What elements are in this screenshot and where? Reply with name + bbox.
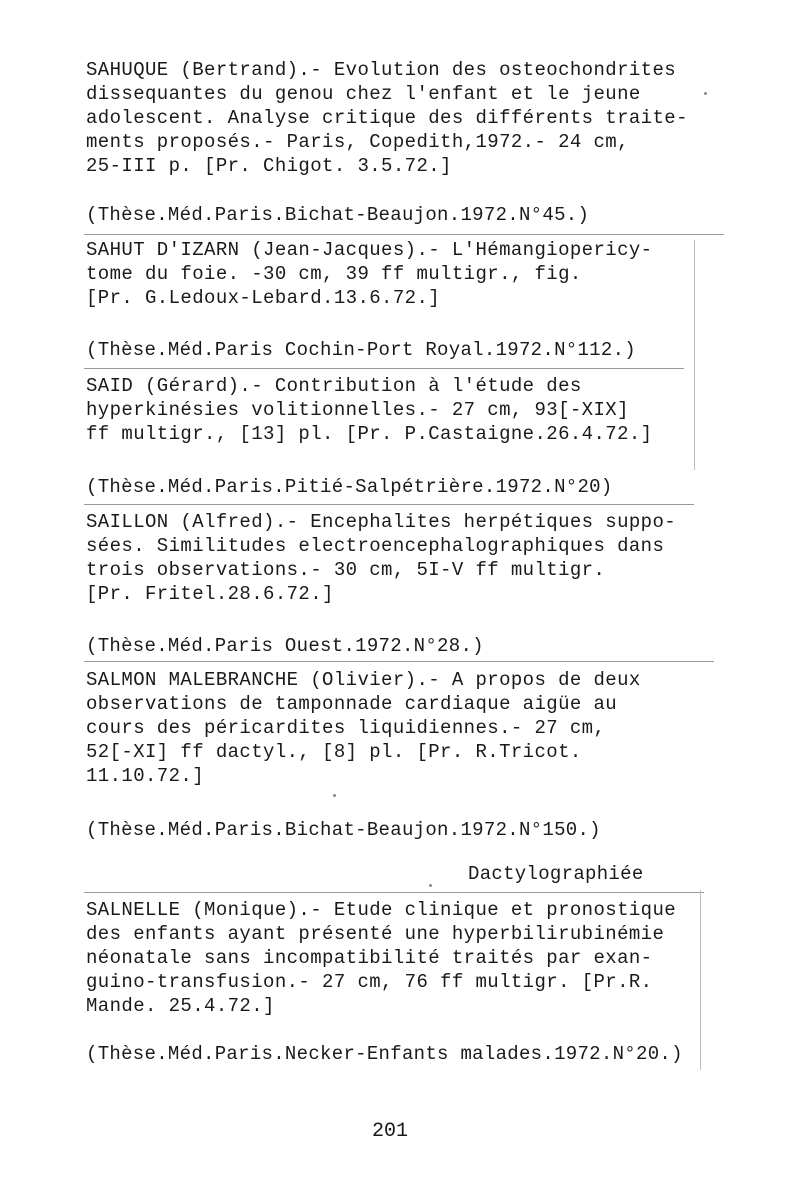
entry-line: guino-transfusion.- 27 cm, 76 ff multigr. [Pr.R. (86, 971, 653, 993)
entry-salmon-malebranche (86, 668, 706, 788)
divider (84, 234, 724, 235)
thesis-reference: (Thèse.Méd.Paris.Bichat-Beaujon.1972.N°45.) (86, 204, 590, 226)
thesis-reference: (Thèse.Méd.Paris.Necker-Enfants malades.1972.N°20.) (86, 1043, 683, 1065)
entry-line: SAHUT D'IZARN (Jean-Jacques).- L'Hémangiopericy- (86, 239, 653, 261)
entry-line: observations de tamponnade cardiaque aigüe au (86, 693, 618, 715)
entry-line: SALMON MALEBRANCHE (Olivier).- A propos de deux (86, 669, 641, 691)
entry-line: ff multigr., [13] pl. [Pr. P.Castaigne.26.4.72.] (86, 423, 653, 445)
scan-edge-line (700, 890, 701, 1070)
entry-line: sées. Similitudes electroencephalographiques dans (86, 535, 665, 557)
entry-sahut-d-izarn (86, 238, 706, 310)
entry-line: SAID (Gérard).- Contribution à l'étude des (86, 375, 582, 397)
entry-salnelle (86, 898, 706, 1018)
entry-line: Mande. 25.4.72.] (86, 995, 275, 1017)
scan-speck (333, 794, 336, 797)
thesis-reference: (Thèse.Méd.Paris.Bichat-Beaujon.1972.N°150.) (86, 819, 601, 841)
divider (84, 368, 684, 369)
scan-speck (429, 884, 432, 887)
page-number: 201 (372, 1120, 409, 1143)
entry-line: [Pr. Fritel.28.6.72.] (86, 583, 334, 605)
entry-line: adolescent. Analyse critique des différents traite- (86, 107, 688, 129)
entry-line: SALNELLE (Monique).- Etude clinique et pronostique (86, 899, 677, 921)
thesis-reference: (Thèse.Méd.Paris Cochin-Port Royal.1972.N°112.) (86, 339, 636, 361)
divider (84, 892, 704, 893)
entry-line: 52[-XI] ff dactyl., [8] pl. [Pr. R.Tricot. (86, 741, 582, 763)
entry-line: hyperkinésies volitionnelles.- 27 cm, 93[-XIX] (86, 399, 629, 421)
thesis-reference: (Thèse.Méd.Paris Ouest.1972.N°28.) (86, 635, 484, 657)
entry-line: SAHUQUE (Bertrand).- Evolution des osteochondrites (86, 59, 677, 81)
entry-line: néonatale sans incompatibilité traités par exan- (86, 947, 653, 969)
entry-saillon (86, 510, 706, 606)
entry-line: 25-III p. [Pr. Chigot. 3.5.72.] (86, 155, 452, 177)
divider (84, 504, 694, 505)
entry-sahuque (86, 58, 706, 178)
entry-line: dissequantes du genou chez l'enfant et le jeune (86, 83, 641, 105)
entry-said (86, 374, 706, 446)
divider (84, 661, 714, 662)
scan-speck (704, 92, 707, 95)
entry-line: tome du foie. -30 cm, 39 ff multigr., fig. (86, 263, 582, 285)
entry-line: SAILLON (Alfred).- Encephalites herpétiques suppo- (86, 511, 677, 533)
entry-line: cours des péricardites liquidiennes.- 27 cm, (86, 717, 606, 739)
entry-line: [Pr. G.Ledoux-Lebard.13.6.72.] (86, 287, 441, 309)
thesis-reference: (Thèse.Méd.Paris.Pitié-Salpétrière.1972.N°20) (86, 476, 613, 498)
entry-line: trois observations.- 30 cm, 5I-V ff multigr. (86, 559, 606, 581)
scan-edge-line (694, 240, 695, 470)
entry-line: ments proposés.- Paris, Copedith,1972.- 24 cm, (86, 131, 629, 153)
entry-line: 11.10.72.] (86, 765, 205, 787)
typist-note: Dactylographiée (468, 863, 644, 885)
entry-line: des enfants ayant présenté une hyperbilirubinémie (86, 923, 665, 945)
